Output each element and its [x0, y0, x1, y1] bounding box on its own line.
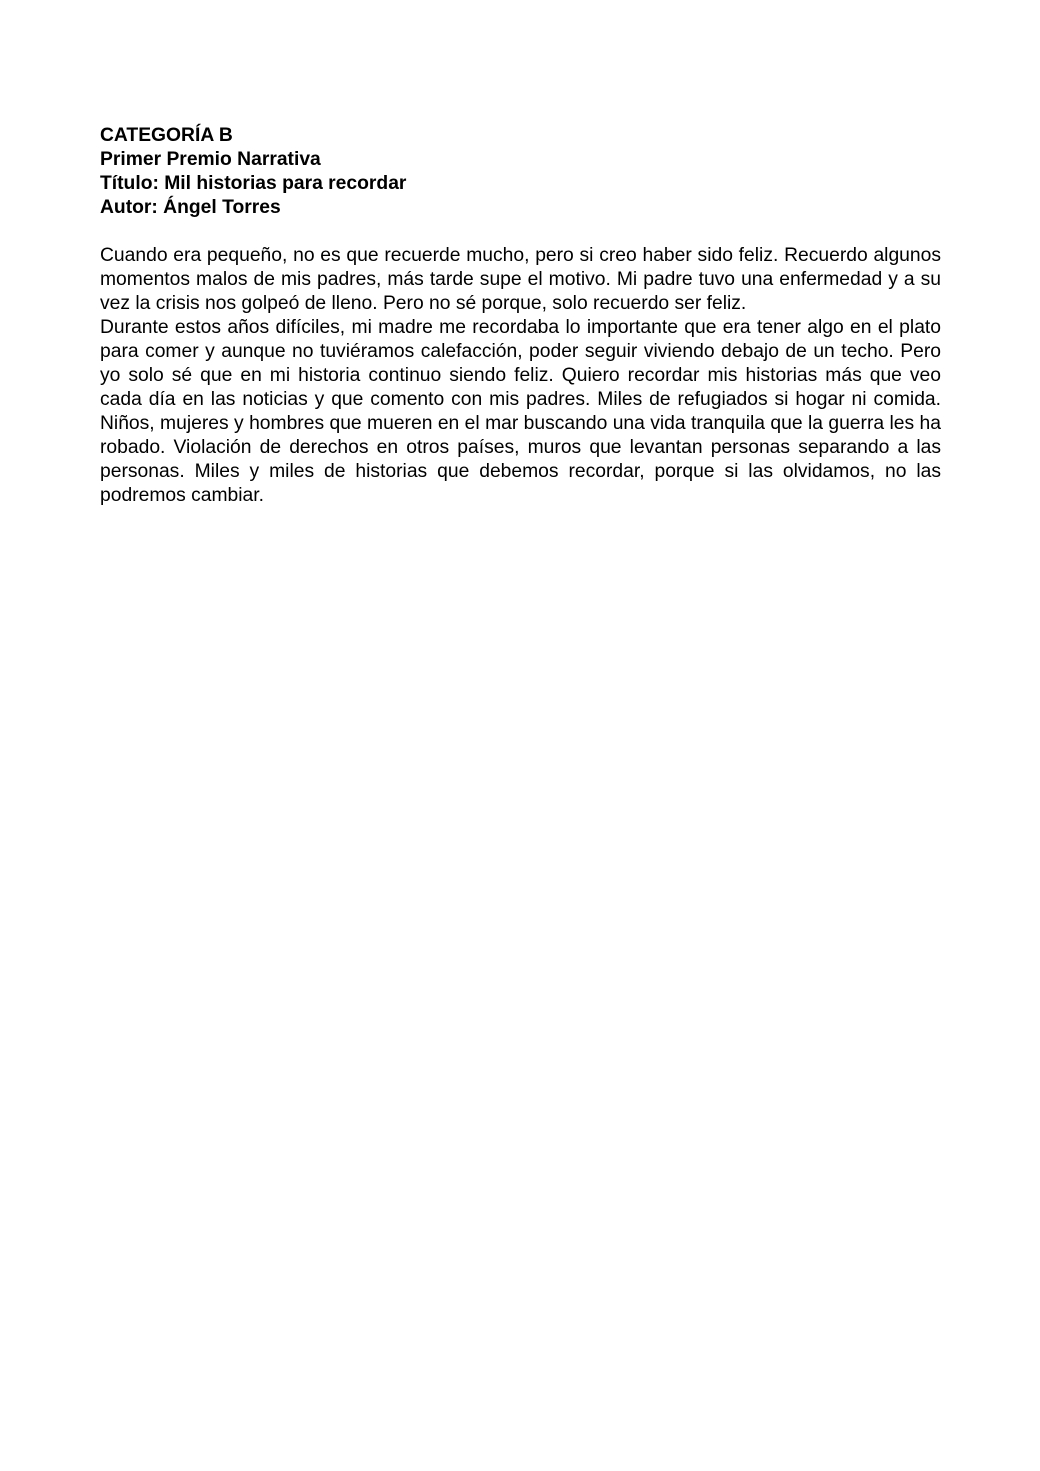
- document-header: [100, 124, 941, 220]
- author-label: Autor: Ángel Torres: [100, 197, 281, 218]
- story-title: Título: Mil historias para recordar: [100, 173, 407, 194]
- category-label: CATEGORÍA B: [100, 125, 233, 146]
- document-content: [100, 124, 941, 508]
- story-paragraph-1: Cuando era pequeño, no es que recuerde mucho, pero si creo haber sido feliz. Recuerdo algunos momentos malos de mis padres, más tarde supe el motivo. Mi padre tuvo una enfermedad y a su vez la crisis nos golpeó de lleno. Pero no sé porque, solo recuerdo ser feliz.: [100, 245, 941, 314]
- story-paragraph-2: Durante estos años difíciles, mi madre me recordaba lo importante que era tener algo en el plato para comer y aunque no tuviéramos calefacción, poder seguir viviendo debajo de un techo. Pero yo solo sé que en mi historia continuo siendo feliz. Quiero recordar mis historias más que veo cada día en las noticias y que comento con mis padres. Miles de refugiados si hogar ni comida. Niños, mujeres y hombres que mueren en el mar buscando una vida tranquila que la guerra les ha robado. Violación de derechos en otros países, muros que levantan personas separando a las personas. Miles y miles de historias que debemos recordar, porque si las olvidamos, no las podremos cambiar.: [100, 317, 941, 506]
- award-label: Primer Premio Narrativa: [100, 149, 321, 170]
